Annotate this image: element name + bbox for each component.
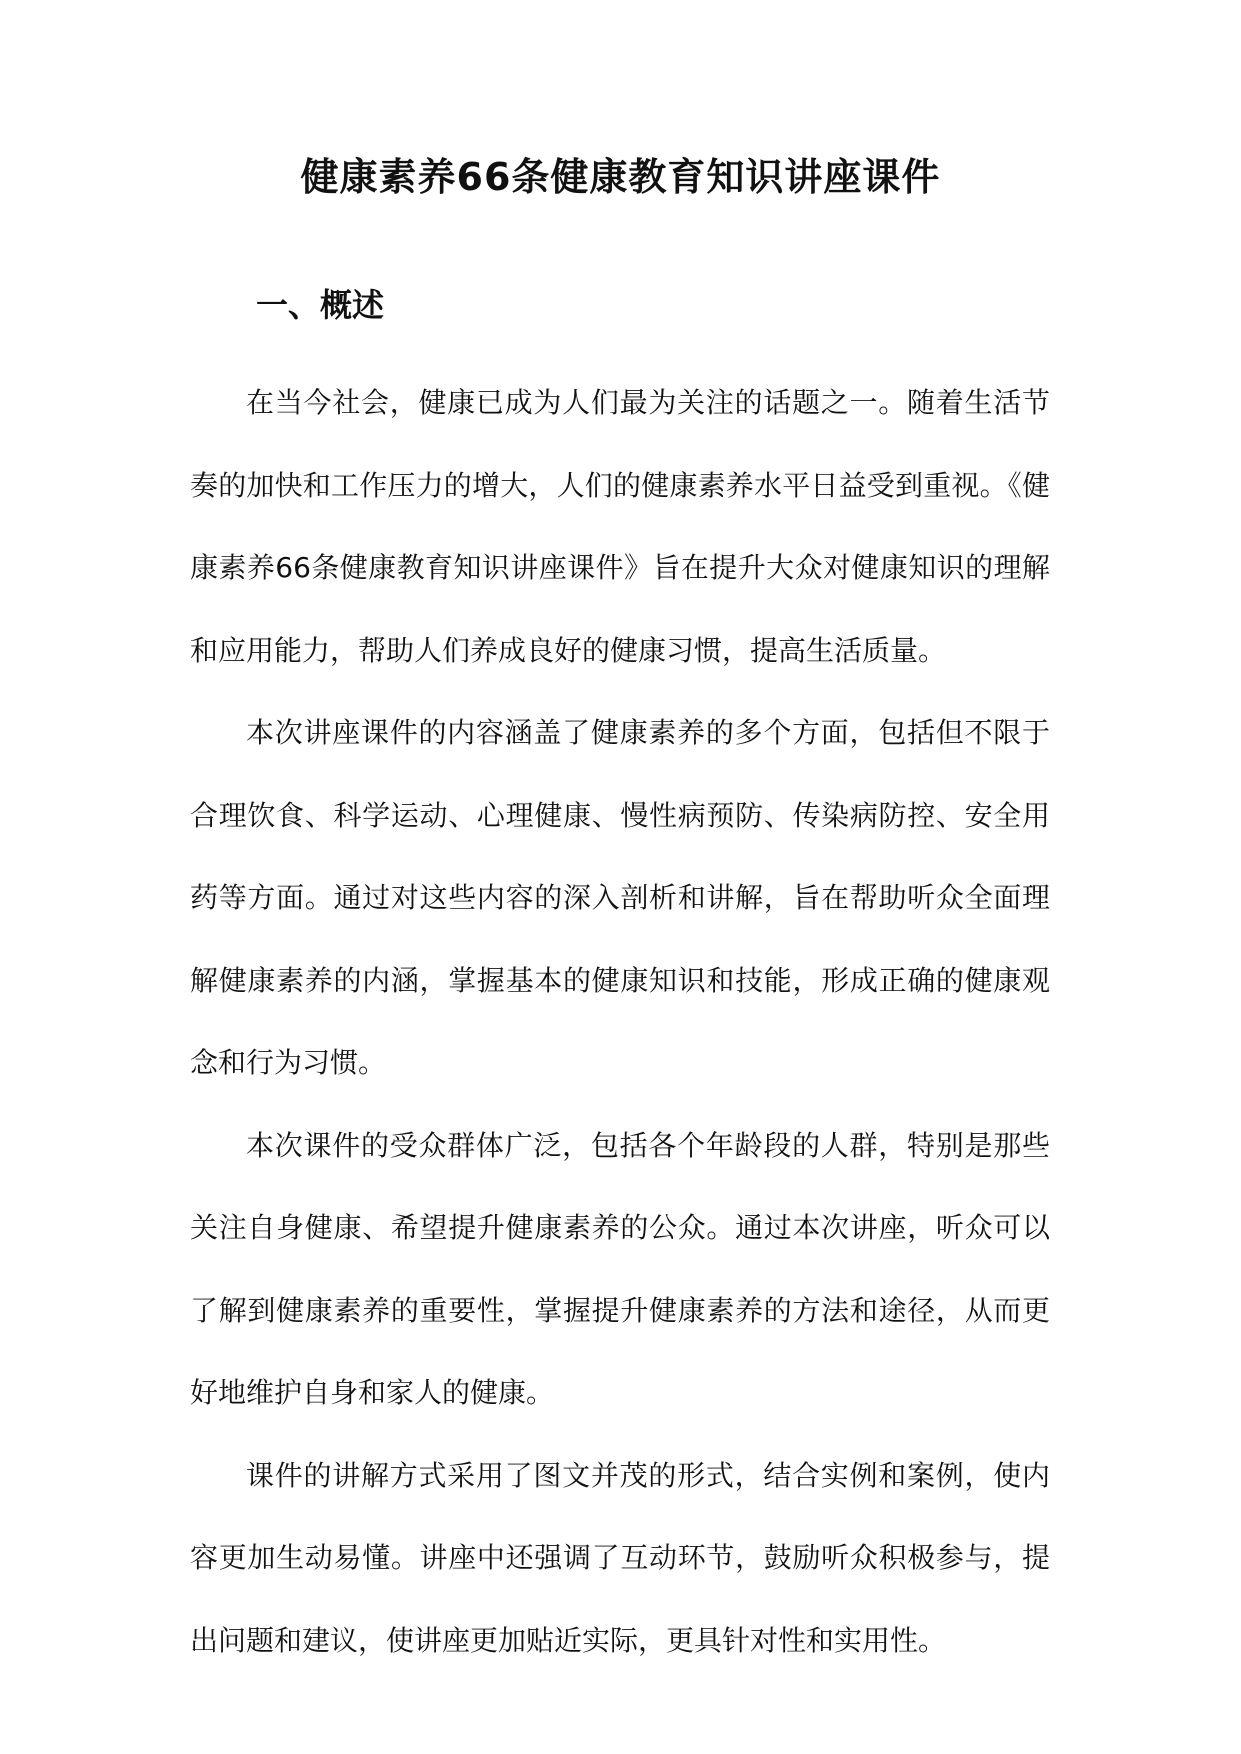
document-title: 健康素养66条健康教育知识讲座课件 <box>300 155 941 199</box>
body-text <box>190 362 1050 1682</box>
paragraph-teaching-method: 课件的讲解方式采用了图文并茂的形式，结合实例和案例，使内容更加生动易懂。讲座中还强调了互动环节，鼓励听众积极参与，提出问题和建议，使讲座更加贴近实际，更具针对性和实用性。 <box>190 1458 1050 1657</box>
paragraph-introduction: 在当今社会，健康已成为人们最为关注的话题之一。随着生活节奏的加快和工作压力的增大，人们的健康素养水平日益受到重视。《健康素养66条健康教育知识讲座课件》旨在提升大众对健康知识的理解和应用能力，帮助人们养成良好的健康习惯，提高生活质量。 <box>190 386 1050 667</box>
paragraph-audience: 本次课件的受众群体广泛，包括各个年龄段的人群，特别是那些关注自身健康、希望提升健康素养的公众。通过本次讲座，听众可以了解到健康素养的重要性，掌握提升健康素养的方法和途径，从而更好地维护自身和家人的健康。 <box>190 1128 1050 1409</box>
paragraph-content-scope: 本次讲座课件的内容涵盖了健康素养的多个方面，包括但不限于合理饮食、科学运动、心理健康、慢性病预防、传染病防控、安全用药等方面。通过对这些内容的深入剖析和讲解，旨在帮助听众全面理解健康素养的内涵，掌握基本的健康知识和技能，形成正确的健康观念和行为习惯。 <box>190 716 1050 1079</box>
section-heading-overview: 一、概述 <box>256 286 385 324</box>
